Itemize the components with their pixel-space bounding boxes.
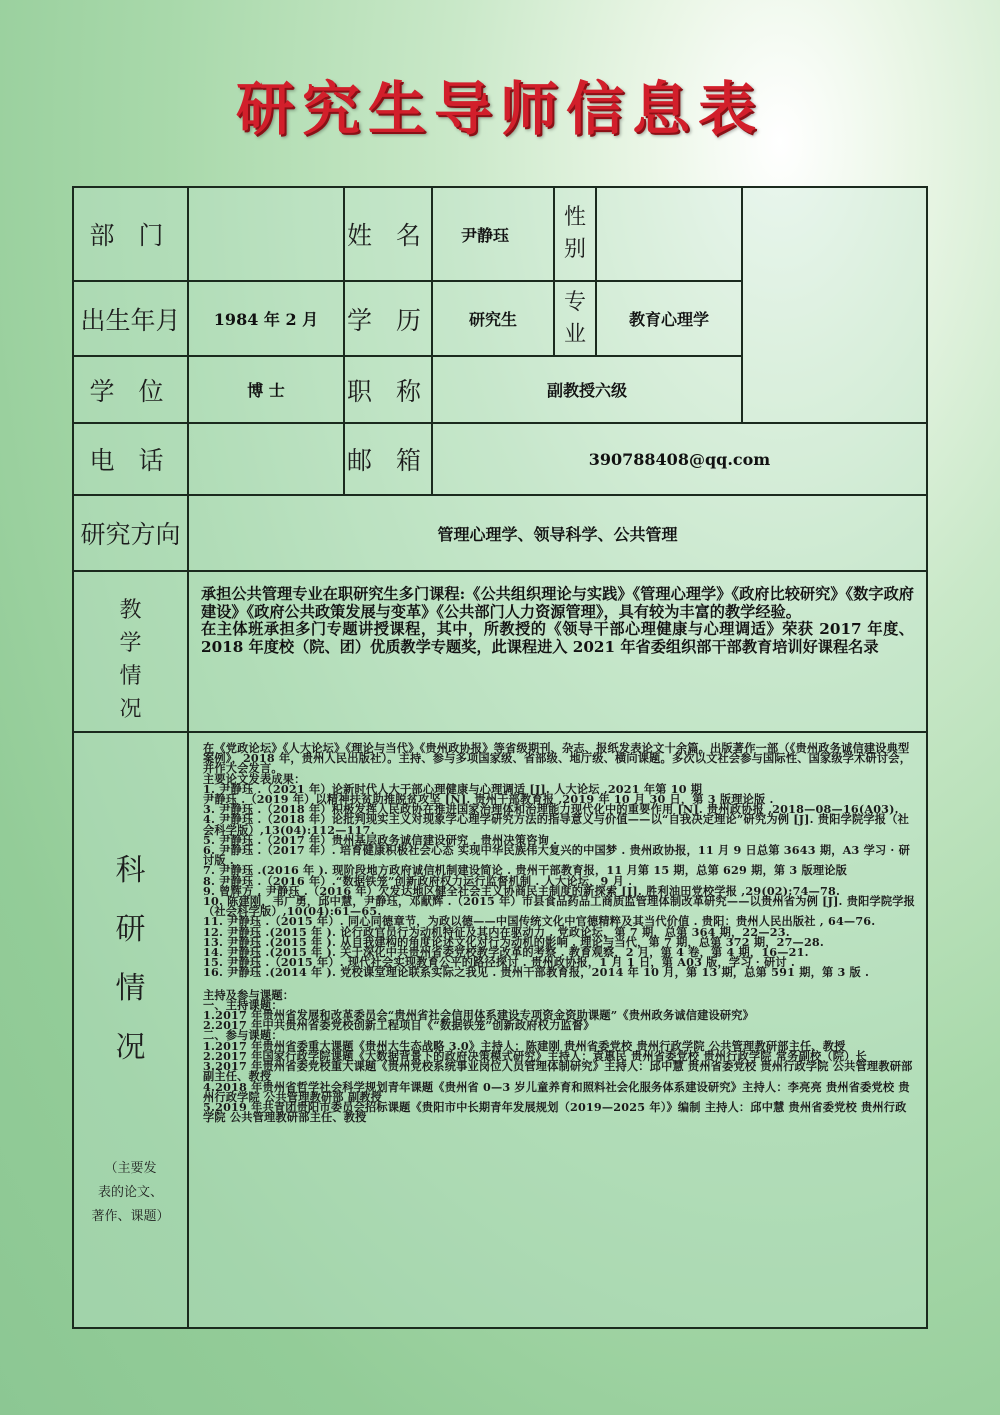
teaching-label-1: 教 <box>119 598 142 623</box>
teaching-paragraph: 承担公共管理专业在职研究生多门课程:《公共组织理论与实践》《管理心理学》《政府比较研究》《数字政府建设》《政府公共政策发展与变革》《公共部门人力资源管理》，具有较为丰富的教学经验。 <box>201 585 914 621</box>
project-line: 二、参与课题： <box>203 1028 283 1043</box>
education-value <box>431 280 555 357</box>
birth-label <box>72 280 189 357</box>
research-line: 尹静珏 .（2019 年）以精神扶贫助推脱贫攻坚 [N]. 贵州干部教育报 ,2019 年 10 月 30 日，第 3 版理论版 . <box>203 792 774 807</box>
title-label <box>343 355 433 424</box>
research-line: 8. 尹静珏 .（2016 年）.“数据铁笼”创新政府权力运行监督机制 . 人大论坛，9 月 . <box>203 873 633 888</box>
research-label-3: 情 <box>115 971 146 1006</box>
title-value <box>431 355 743 424</box>
research-line: 3. 尹静珏 .（2018 年）积极发挥人民政协在推进国家治理体和治理能力现代化中的重要作用 [N]. 贵州政协报 ,2018—08—16(A03). <box>203 802 899 817</box>
email-value <box>431 422 928 496</box>
department-label-text: 部 门 <box>89 221 172 250</box>
page-title: 研究生导师信息表 <box>235 75 764 143</box>
research-label-2: 研 <box>115 912 146 947</box>
email-label-text: 邮 箱 <box>347 446 429 475</box>
direction-label-text: 研究方向 <box>80 520 181 549</box>
education-label-text: 学 历 <box>347 305 429 335</box>
research-label <box>72 731 189 1329</box>
email-value-text: 390788408@qq.com <box>588 449 771 469</box>
phone-label <box>72 422 189 496</box>
teaching-label-3: 情 <box>119 664 142 689</box>
research-line: 14. 尹静珏 .(2015 年 ). 关于深化中共贵州省委党校教学改革的考察 . 教育观察，2 月，第 4 卷，第 4 期，16—21. <box>203 945 809 960</box>
degree-value-text: 博 士 <box>247 381 285 400</box>
department-label <box>72 186 189 282</box>
project-line: 一、主持课题： <box>203 997 283 1012</box>
research-label-4: 况 <box>115 1030 146 1065</box>
photo-box <box>741 186 928 424</box>
major-label <box>553 280 597 357</box>
major-label-1: 专 <box>563 289 586 315</box>
research-note-2: 表的论文、 <box>97 1185 163 1200</box>
teaching-label-4: 况 <box>119 697 142 722</box>
name-value <box>431 186 555 282</box>
project-line: 1.2017 年贵州省委重大课题《贵州大生态战略 3.0》主持人：陈建刚 贵州省委党校 贵州行政学院 公共管理教研部主任、教授 <box>203 1038 846 1053</box>
degree-value <box>187 355 345 424</box>
project-line: 2.2017 年国家行政学院课题《大数据背景下的政府决策模式研究》主持人：袁惠民 贵州省委党校 贵州行政学院 常务副校（院）长 <box>203 1048 867 1063</box>
phone-label-text: 电 话 <box>89 446 172 475</box>
research-line: 13. 尹静珏 .(2015 年 ). 从自我建构的角度论述文化对行为动机的影响 . 理论与当代，第 7 期，总第 372 期，27—28. <box>203 934 825 949</box>
teaching-label-2: 学 <box>119 631 142 656</box>
research-line: 6. 尹静珏 .（2017 年）. 培育健康积极社会心态 实现中华民族伟大复兴的中国梦 . 贵州政协报，11 月 9 日总第 3643 期，A3 学习 · 研讨版 . <box>203 843 911 868</box>
name-label <box>343 186 433 282</box>
project-line: 3.2017 年贵州省委党校重大课题《贵州党校系统事业岗位人员管理体制研究》主持人：邱中慧 贵州省委党校 贵州行政学院 公共管理教研部副主任、教授 <box>203 1059 913 1084</box>
title-label-text: 职 称 <box>347 376 429 406</box>
gender-value <box>595 186 743 282</box>
project-line: 5.2019 年共青团贵阳市委员会招标课题《贵阳市中长期青年发展规划（2019—2025 年）》编制 主持人：邱中慧 贵州省委党校 贵州行政学院 公共管理教研部主任、教授 <box>203 1099 907 1125</box>
phone-value <box>187 422 345 496</box>
degree-label-text: 学 位 <box>89 376 172 406</box>
title-value-text: 副教授六级 <box>546 381 627 400</box>
direction-label <box>72 494 189 572</box>
project-line: 2.2017 年中共贵州省委党校创新工程项目《“数据铁笼”创新政府权力监督》 <box>203 1018 595 1033</box>
research-label-1: 科 <box>115 853 146 888</box>
major-value <box>595 280 743 357</box>
research-line: 11. 尹静珏 .（2015 年）. 同心同德章节，为政以德——中国传统文化中官德精粹及其当代价值 . 贵阳：贵州人民出版社 , 64—76. <box>203 914 876 929</box>
research-line: 4. 尹静珏 .（2018 年）论批判现实主义对现象学心理学研究方法的指导意义与价值——以“自我决定理论”研究为例 [J]. 贵阳学院学报（社会科学版）,13(04):112—117. <box>203 812 909 837</box>
gender-label-1: 性 <box>563 205 586 230</box>
research-line: 在《党政论坛》《人大论坛》《理论与当代》《贵州政协报》等省级期刊、杂志、报纸发表论文十余篇。出版著作一部（《贵州政务诚信建设典型案例》，2018 年，贵州人民出版社）。主持、参与多项国家级、省部级、地厅级、横向课题。多次以文社会参与国际性、国家级学术研讨会，并作大会发言。 <box>203 741 912 776</box>
research-note-3: 著作、课题） <box>91 1209 170 1224</box>
research-line: 5. 尹静珏 .（2017 年）贵州基层政务诚信建设研究 . 贵州决策咨询 . <box>203 832 558 847</box>
research-line: 7. 尹静珏 .(2016 年 ). 现阶段地方政府诚信机制建设简论 . 贵州干部教育报，11 月第 15 期，总第 629 期，第 3 版理论版 <box>203 863 847 878</box>
research-line: 12. 尹静珏 .(2015 年 ). 论行政官员行为动机特征及其内在驱动力 . 党政论坛，第 7 期，总第 364 期，22—23. <box>203 924 790 939</box>
email-label <box>343 422 433 496</box>
research-line: 主要论文发表成果： <box>203 771 306 786</box>
name-value-text: 尹静珏 <box>461 225 510 245</box>
department-value <box>187 186 345 282</box>
research-content <box>187 731 928 1329</box>
birth-label-text: 出生年月 <box>80 305 181 335</box>
research-line: 15. 尹静珏 .（2015 年）. 现代社会实现教育公平的路径探讨 . 贵州政协报，1 月 1 日，第 A03 版，学习 · 研讨 . <box>203 955 795 970</box>
gender-label-2: 别 <box>563 237 586 262</box>
research-line: 1. 尹静珏 .（2021 年）论新时代人大干部心理健康与心理调适 [J]. 人大论坛 ,2021 年第 10 期 <box>203 781 703 796</box>
birth-value-text: 1984 年 2 月 <box>213 310 319 329</box>
name-label-text: 姓 名 <box>347 221 429 250</box>
research-note-1: （主要发 <box>104 1161 157 1176</box>
research-line: 10. 陈建刚，韦广勇，邱中慧，尹静珏，邓献辉 .（2015 年）市县食品药品工商质监管理体制改革研究——以贵州省为例 [J]. 贵阳学院学报（社会科学版）,10(04):61—65. <box>203 894 916 919</box>
birth-value <box>187 280 345 357</box>
major-label-2: 业 <box>563 321 586 347</box>
project-line: 主持及参与课题： <box>203 987 295 1002</box>
major-value-text: 教育心理学 <box>628 310 709 329</box>
gender-label <box>553 186 597 282</box>
teaching-paragraph: 在主体班承担多门专题讲授课程，其中，所教授的《领导干部心理健康与心理调适》荣获 2017 年度、2018 年度校（院、团）优质教学专题奖，此课程进入 2021 年省委组织部干部教育培训好课程名录 <box>201 620 914 656</box>
degree-label <box>72 355 189 424</box>
education-value-text: 研究生 <box>468 310 517 329</box>
research-line: 16. 尹静珏 .(2014 年 ). 党校课堂理论联系实际之我见 . 贵州干部教育报，2014 年 10 月，第 13 期，总第 591 期，第 3 版 . <box>203 965 870 980</box>
direction-value <box>187 494 928 572</box>
teaching-content <box>187 570 928 733</box>
project-line: 1.2017 年贵州省发展和改革委员会“贵州省社会信用体系建设专项资金资助课题”《贵州政务诚信建设研究》 <box>203 1008 755 1023</box>
teaching-label <box>72 570 189 733</box>
project-line: 4.2018 年贵州省哲学社会科学规划青年课题《贵州省 0—3 岁儿童养育和照料社会化服务体系建设研究》主持人：李亮亮 贵州省委党校 贵州行政学院 公共管理教研部 副教授 <box>203 1079 910 1104</box>
direction-value-text: 管理心理学、领导科学、公共管理 <box>437 524 678 544</box>
research-line: 9. 曾辉方 , 尹静珏 .（2016 年）欠发达地区健全社会主义协商民主制度的新探索 [J]. 胜利油田党校学报 ,29(02):74—78. <box>203 883 841 898</box>
education-label <box>343 280 433 357</box>
